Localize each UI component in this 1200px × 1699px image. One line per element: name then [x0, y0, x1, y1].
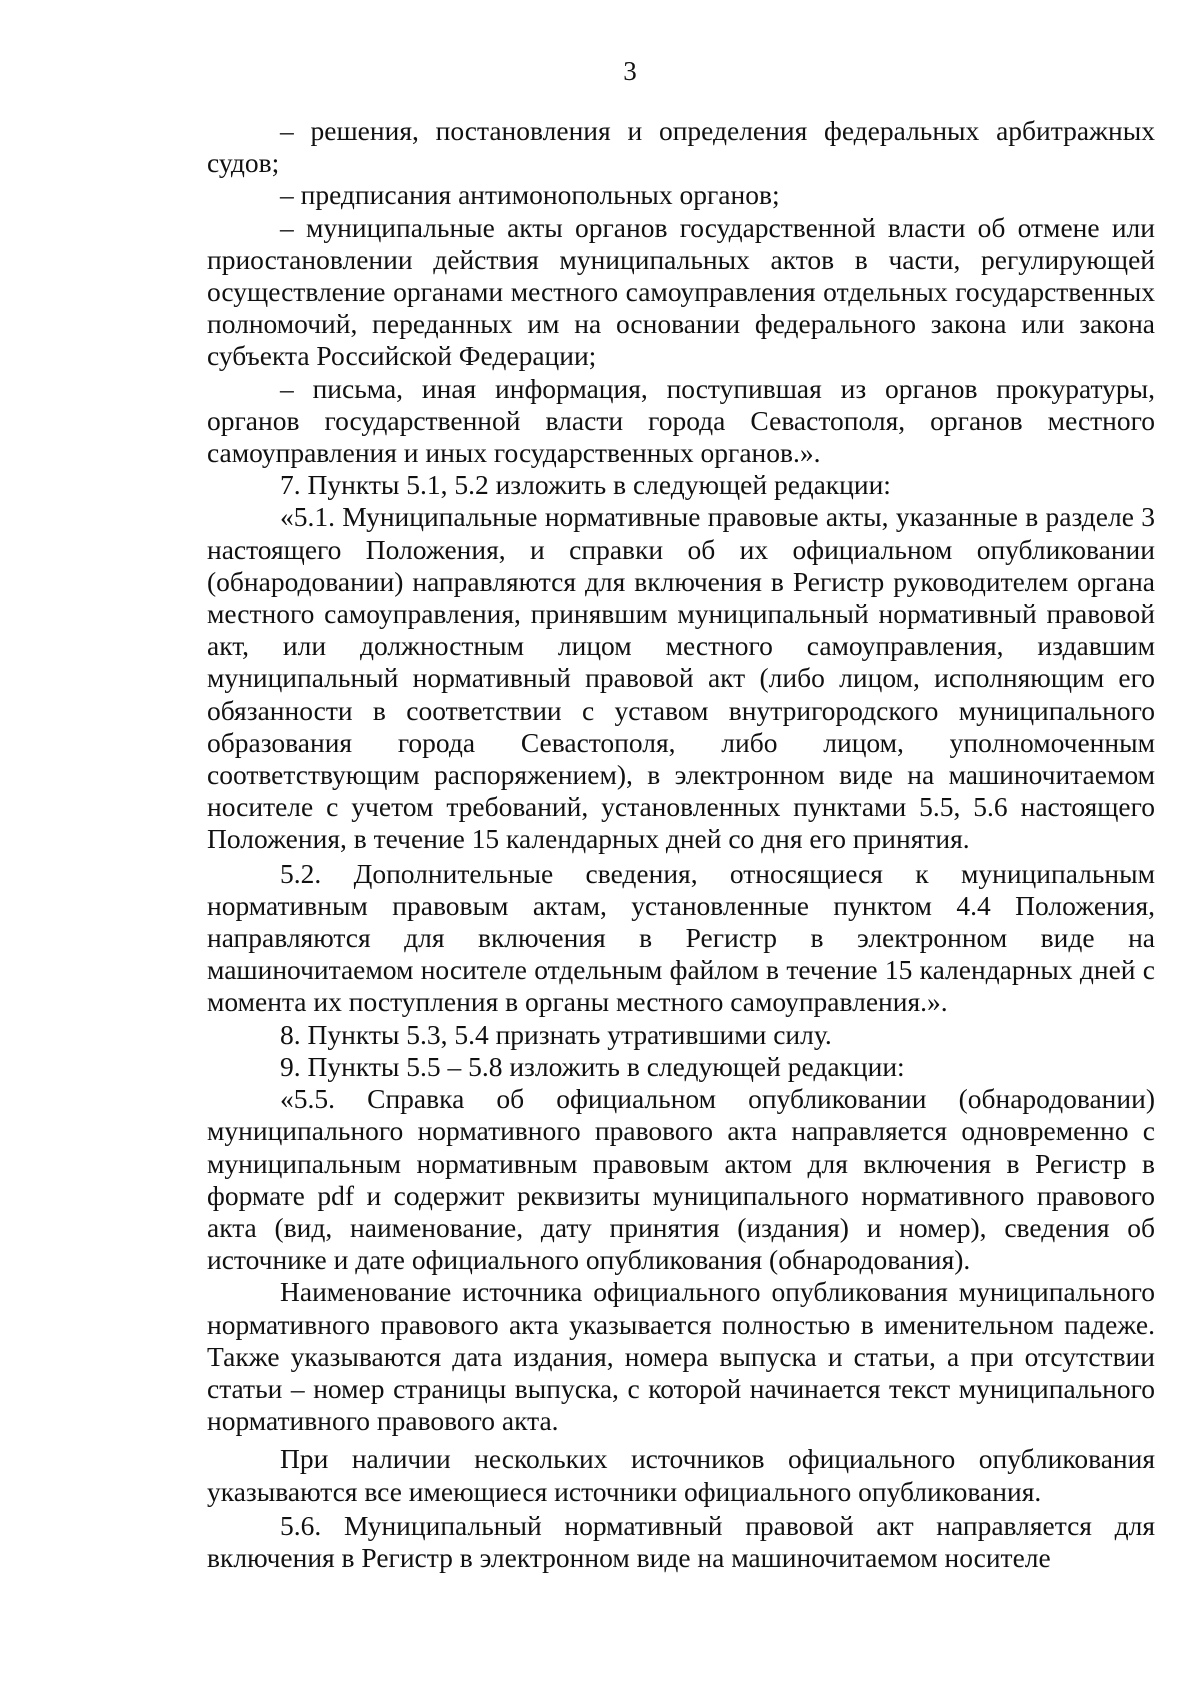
paragraph-5-2: 5.2. Дополнительные сведения, относящиеся к муниципальным нормативным правовым актам, установленные пунктом 4.4 Положения, направляются для включения в Регистр в электронном виде на машиночитаемом носителе отдельным файлом в течение 15 календарных дней с момента их поступления в органы местного самоуправления.». [207, 857, 1155, 1018]
paragraph-5-5: «5.5. Справка об официальном опубликовании (обнародовании) муниципального нормативного правового акта направляется одновременно с муниципальным нормативным правовым актом для включения в Регистр в формате pdf и содержит реквизиты муниципального нормативного правового акта (вид, наименование, дату принятия (издания) и номер), сведения об источнике и дате официального опубликования (обнародования). [207, 1083, 1155, 1276]
paragraph-letters-information: – письма, иная информация, поступившая из органов прокуратуры, органов государственной власти города Севастополя, органов местного самоуправления и иных государственных органов.». [207, 372, 1155, 469]
paragraph-source-name: Наименование источника официального опубликования муниципального нормативного правового акта указывается полностью в именительном падеже. Также указываются дата издания, номера выпуска и статьи, а при отсутствии статьи – номер страницы выпуска, с которой начинается текст муниципального нормативного правового акта. [207, 1276, 1155, 1437]
paragraph-antimonopoly-orders: – предписания антимонопольных органов; [280, 179, 780, 211]
paragraph-item-9: 9. Пункты 5.5 – 5.8 изложить в следующей редакции: [280, 1050, 905, 1082]
paragraph-arbitration-decisions: – решения, постановления и определения федеральных арбитражных судов; [207, 115, 1155, 179]
document-body [207, 115, 1155, 1574]
paragraph-item-7: 7. Пункты 5.1, 5.2 изложить в следующей редакции: [280, 469, 891, 501]
paragraph-5-6: 5.6. Муниципальный нормативный правовой акт направляется для включения в Регистр в электронном виде на машиночитаемом носителе [207, 1509, 1155, 1573]
paragraph-multiple-sources: При наличии нескольких источников официального опубликования указываются все имеющиеся источники официального опубликования. [207, 1443, 1155, 1507]
paragraph-5-1: «5.1. Муниципальные нормативные правовые акты, указанные в разделе 3 настоящего Положения, и справки об их официальном опубликовании (обнародовании) направляются для включения в Регистр руководителем органа местного самоуправления, принявшим муниципальный нормативный правовой акт, или должностным лицом местного самоуправления, издавшим муниципальный нормативный правовой акт (либо лицом, исполняющим его обязанности в соответствии с уставом внутригородского муниципального образования города Севастополя, либо лицом, уполномоченным соответствующим распоряжением), в электронном виде на машиночитаемом носителе с учетом требований, установленных пунктами 5.5, 5.6 настоящего Положения, в течение 15 календарных дней со дня его принятия. [207, 501, 1155, 855]
page-number: 3 [623, 56, 637, 86]
paragraph-municipal-acts-cancellation: – муниципальные акты органов государственной власти об отмене или приостановлении действия муниципальных актов в части, регулирующей осуществление органами местного самоуправления отдельных государственных полномочий, переданных им на основании федерального закона или закона субъекта Российской Федерации; [207, 211, 1155, 372]
paragraph-item-8: 8. Пункты 5.3, 5.4 признать утратившими силу. [280, 1018, 832, 1050]
